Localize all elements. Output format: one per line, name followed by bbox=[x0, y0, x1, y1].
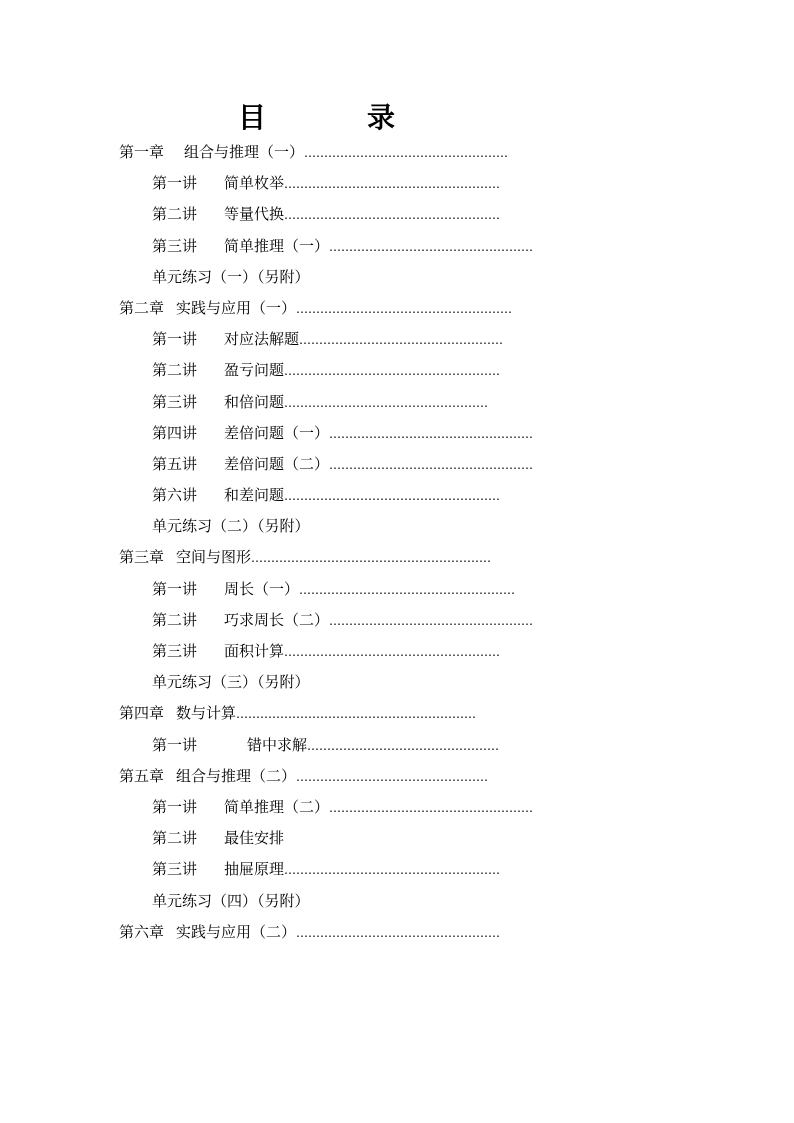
toc-sub-title bbox=[224, 480, 500, 512]
toc-dot-leader: ……………………………………………… bbox=[284, 489, 501, 504]
toc-sub-row bbox=[0, 168, 794, 199]
toc-dot-leader: …………………………………………… bbox=[329, 426, 534, 441]
page-title-char-2: 录 bbox=[367, 101, 396, 134]
toc-dot-leader: ……………………………………………… bbox=[299, 582, 516, 597]
toc-chapter-title bbox=[184, 137, 508, 169]
toc-entry-title-text: 等量代换 bbox=[224, 205, 285, 224]
toc-chapter-row bbox=[0, 761, 794, 792]
toc-entry-title-text: 差倍问题（一） bbox=[224, 423, 330, 442]
toc-unit-row bbox=[0, 667, 794, 698]
toc-unit-label: 单元练习（三）（另附） bbox=[152, 673, 310, 692]
toc-sub-row bbox=[0, 792, 794, 823]
toc-sub-label: 第三讲 bbox=[152, 642, 198, 660]
toc-sub-label: 第二讲 bbox=[152, 610, 198, 629]
toc-sub-title bbox=[224, 792, 533, 824]
toc-entry-title-text: 最佳安排 bbox=[224, 829, 285, 848]
toc-sub-label: 第一讲 bbox=[152, 330, 198, 349]
toc-dot-leader: …………………………………………… bbox=[296, 925, 501, 940]
toc-sub-row bbox=[0, 449, 794, 480]
toc-entry-title-text: 盈亏问题 bbox=[224, 361, 285, 380]
toc-sub-row bbox=[0, 854, 794, 885]
toc-sub-row bbox=[0, 574, 794, 605]
toc-sub-label: 第二讲 bbox=[152, 205, 198, 224]
toc-sub-label: 第三讲 bbox=[152, 392, 198, 411]
toc-unit-row bbox=[0, 886, 794, 917]
toc-chapter-label: 第四章 bbox=[119, 704, 165, 723]
toc-entry-title-text: 实践与应用（二） bbox=[176, 922, 297, 941]
table-of-contents bbox=[0, 137, 794, 948]
toc-unit-row bbox=[0, 511, 794, 542]
toc-sub-title bbox=[224, 324, 503, 356]
toc-sub-label: 第二讲 bbox=[152, 361, 198, 380]
toc-sub-title bbox=[224, 168, 500, 200]
toc-entry-title-text: 简单推理（二） bbox=[224, 797, 330, 816]
page-title-char-1: 目 bbox=[238, 101, 267, 134]
toc-chapter-row bbox=[0, 137, 794, 168]
toc-chapter-title bbox=[176, 698, 476, 730]
toc-chapter-row bbox=[0, 293, 794, 324]
toc-entry-title-text: 组合与推理（一） bbox=[184, 143, 305, 161]
toc-sub-title bbox=[224, 387, 488, 419]
toc-chapter-title bbox=[176, 293, 512, 325]
toc-sub-title bbox=[224, 231, 533, 263]
toc-sub-row bbox=[0, 355, 794, 386]
page-title bbox=[0, 98, 794, 138]
toc-unit-label: 单元练习（一）（另附） bbox=[152, 267, 310, 286]
toc-dot-leader: …………………………………………… bbox=[329, 457, 534, 472]
toc-dot-leader: …………………………………………… bbox=[299, 333, 504, 348]
toc-entry-title-text: 对应法解题 bbox=[224, 330, 300, 349]
toc-dot-leader: ………………………………………… bbox=[296, 769, 489, 784]
toc-sub-label: 第一讲 bbox=[152, 174, 198, 193]
toc-dot-leader: …………………………………………… bbox=[304, 146, 509, 160]
toc-dot-leader: …………………………………………… bbox=[329, 613, 534, 628]
toc-sub-label: 第二讲 bbox=[152, 829, 198, 848]
toc-sub-title bbox=[224, 574, 515, 606]
toc-sub-title bbox=[224, 449, 533, 481]
toc-chapter-row bbox=[0, 698, 794, 729]
toc-entry-title-text: 抽屉原理 bbox=[224, 860, 285, 879]
toc-sub-label: 第三讲 bbox=[152, 860, 198, 879]
toc-chapter-label: 第三章 bbox=[119, 548, 165, 567]
toc-sub-label: 第一讲 bbox=[152, 579, 198, 598]
toc-dot-leader: ……………………………………………… bbox=[284, 645, 501, 659]
toc-sub-row bbox=[0, 387, 794, 418]
toc-entry-title-text: 周长（一） bbox=[224, 579, 300, 598]
toc-entry-title-text: 巧求周长（二） bbox=[224, 610, 330, 629]
toc-sub-row bbox=[0, 418, 794, 449]
toc-sub-title bbox=[224, 823, 284, 855]
toc-chapter-title bbox=[176, 542, 491, 574]
toc-sub-label: 第一讲 bbox=[152, 797, 198, 816]
toc-sub-row bbox=[0, 605, 794, 636]
toc-entry-title-text: 实践与应用（一） bbox=[176, 298, 297, 317]
toc-sub-row bbox=[0, 480, 794, 511]
toc-unit-label: 单元练习（二）（另附） bbox=[152, 517, 310, 536]
toc-dot-leader: ……………………………………………… bbox=[284, 863, 501, 878]
toc-dot-leader: ……………………………………………… bbox=[284, 364, 501, 379]
toc-dot-leader: …………………………………………… bbox=[329, 239, 534, 254]
toc-sub-title bbox=[224, 199, 500, 231]
toc-sub-row bbox=[0, 730, 794, 761]
toc-dot-leader: ……………………………………………… bbox=[284, 208, 501, 223]
toc-entry-title-text: 组合与推理（二） bbox=[176, 766, 297, 785]
toc-chapter-label: 第六章 bbox=[119, 922, 165, 941]
toc-entry-title-text: 数与计算 bbox=[176, 704, 237, 723]
toc-dot-leader: ………………………………………… bbox=[307, 738, 500, 753]
toc-chapter-label: 第五章 bbox=[119, 766, 165, 785]
toc-sub-row bbox=[0, 324, 794, 355]
toc-entry-title-text: 和倍问题 bbox=[224, 392, 285, 411]
toc-dot-leader: ……………………………………………… bbox=[284, 177, 501, 192]
toc-unit-row bbox=[0, 262, 794, 293]
toc-entry-title-text: 面积计算 bbox=[224, 642, 285, 660]
toc-chapter-title bbox=[176, 761, 488, 793]
toc-sub-row bbox=[0, 636, 794, 667]
toc-chapter-label: 第二章 bbox=[119, 298, 165, 317]
toc-sub-label: 第三讲 bbox=[152, 236, 198, 255]
toc-sub-label: 第五讲 bbox=[152, 454, 198, 473]
toc-chapter-row bbox=[0, 917, 794, 948]
toc-sub-label: 第一讲 bbox=[152, 735, 198, 754]
toc-chapter-label: 第一章 bbox=[119, 143, 165, 161]
toc-sub-title bbox=[224, 355, 500, 387]
toc-dot-leader: …………………………………………… bbox=[284, 395, 489, 410]
toc-entry-title-text: 简单枚举 bbox=[224, 174, 285, 193]
toc-dot-leader: …………………………………………………… bbox=[236, 707, 477, 722]
toc-entry-title-text: 错中求解 bbox=[247, 735, 308, 754]
toc-sub-title bbox=[224, 418, 533, 450]
toc-sub-title bbox=[224, 636, 500, 668]
toc-sub-label: 第六讲 bbox=[152, 486, 198, 505]
toc-entry-title-text: 和差问题 bbox=[224, 486, 285, 505]
toc-entry-title-text: 简单推理（一） bbox=[224, 236, 330, 255]
toc-dot-leader: ……………………………………………… bbox=[296, 301, 513, 316]
toc-chapter-title bbox=[176, 917, 500, 949]
toc-dot-leader: …………………………………………………… bbox=[251, 551, 492, 566]
toc-sub-row bbox=[0, 231, 794, 262]
toc-entry-title-text: 差倍问题（二） bbox=[224, 454, 330, 473]
toc-unit-label: 单元练习（四）（另附） bbox=[152, 891, 310, 910]
toc-sub-row bbox=[0, 199, 794, 230]
toc-sub-label: 第四讲 bbox=[152, 423, 198, 442]
toc-entry-title-text: 空间与图形 bbox=[176, 548, 252, 567]
toc-sub-title bbox=[224, 854, 500, 886]
toc-sub-row bbox=[0, 823, 794, 854]
toc-sub-title bbox=[224, 605, 533, 637]
toc-dot-leader: …………………………………………… bbox=[329, 800, 534, 815]
toc-chapter-row bbox=[0, 542, 794, 573]
toc-sub-title bbox=[247, 730, 499, 762]
